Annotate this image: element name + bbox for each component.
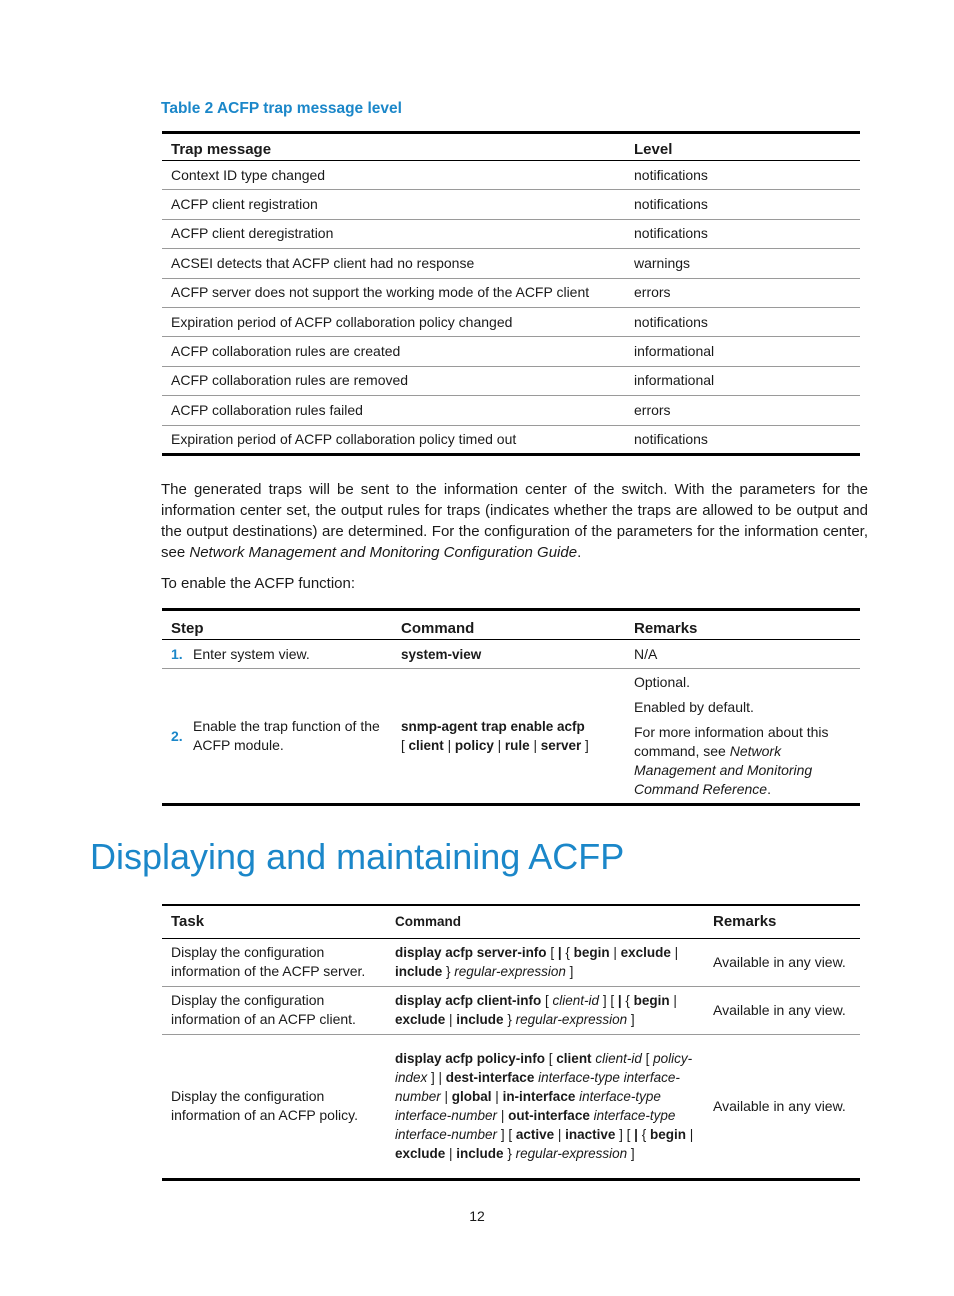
guide-reference: Network Management and Monitoring Configuration Guide	[189, 544, 578, 561]
trap-level-cell: warnings	[625, 249, 860, 278]
table-row	[162, 307, 860, 336]
table-row	[162, 1034, 860, 1179]
trap-level-cell: errors	[625, 278, 860, 307]
trap-level-cell: informational	[625, 337, 860, 366]
step-number: 2.	[171, 727, 183, 744]
trap-message-cell: Context ID type changed	[162, 161, 625, 190]
table-row	[162, 249, 860, 278]
trap-message-cell: ACSEI detects that ACFP client had no response	[162, 249, 625, 278]
table-row	[162, 986, 860, 1034]
column-header: Level	[625, 133, 860, 161]
trap-message-cell: ACFP server does not support the working mode of the ACFP client	[162, 278, 625, 307]
table-row	[162, 640, 860, 669]
trap-level-cell: informational	[625, 366, 860, 395]
trap-message-cell: ACFP collaboration rules are removed	[162, 366, 625, 395]
column-header: Trap message	[162, 133, 625, 161]
step-description: Enable the trap function of the ACFP module.	[193, 718, 380, 753]
command-cell: display acfp policy-info [ client client-id [ policy-index ] | dest-interface interface-type interface-number | global | in-interface interface-type interface-number | out-interface interface-type interface-number ] [ active | inactive ] [ | { begin | exclude | include } regular-expression ]	[395, 1051, 694, 1161]
table-row	[162, 219, 860, 248]
trap-level-cell: errors	[625, 396, 860, 425]
body-paragraph: The generated traps will be sent to the information center of the switch. With the parameters for the information center set, the output rules for traps (indicates whether the traps are allowed to be output and the output destinations) are determined. For the configuration of the parameters for the information center, see Network Management and Monitoring Configuration Guide.	[161, 481, 868, 561]
column-header: Remarks	[625, 610, 860, 640]
column-header: Step	[162, 610, 392, 640]
trap-level-cell: notifications	[625, 307, 860, 336]
trap-level-cell: notifications	[625, 219, 860, 248]
section-heading: Displaying and maintaining ACFP	[90, 836, 625, 877]
trap-message-cell: ACFP collaboration rules are created	[162, 337, 625, 366]
task-cell: Display the configuration information of an ACFP policy.	[171, 1088, 359, 1123]
command-cell: snmp-agent trap enable acfp [ client | policy | rule | server ]	[401, 719, 589, 753]
trap-message-cell: ACFP collaboration rules failed	[162, 396, 625, 425]
config-steps-table	[162, 608, 860, 806]
page-number: 12	[469, 1208, 485, 1224]
table-row	[162, 337, 860, 366]
table-row	[162, 161, 860, 190]
command-cell: display acfp client-info [ client-id ] [ | { begin | exclude | include } regular-expression ]	[386, 986, 704, 1034]
intro-paragraph: To enable the ACFP function:	[161, 575, 356, 592]
table-row	[162, 396, 860, 425]
trap-message-cell: ACFP client deregistration	[162, 219, 625, 248]
table-row	[162, 278, 860, 307]
column-header: Remarks	[704, 905, 860, 938]
trap-message-cell: Expiration period of ACFP collaboration policy timed out	[171, 430, 517, 447]
table-row	[162, 425, 860, 454]
table-row	[162, 366, 860, 395]
remarks-cell: Available in any view.	[704, 938, 860, 986]
column-header: Command	[386, 905, 704, 938]
step-number: 1.	[162, 640, 183, 669]
remarks-cell: Available in any view.	[704, 986, 860, 1034]
table-row	[162, 669, 860, 805]
task-cell: Display the configuration information of an ACFP client.	[162, 986, 386, 1034]
display-commands-table	[162, 904, 860, 1181]
command-cell: display acfp server-info [ | { begin | exclude | include } regular-expression ]	[386, 938, 704, 986]
trap-level-cell: notifications	[625, 161, 860, 190]
column-header: Command	[392, 610, 625, 640]
table-header-row	[162, 133, 860, 161]
trap-level-cell: notifications	[634, 430, 708, 447]
trap-level-table	[162, 131, 860, 456]
table-row	[162, 938, 860, 986]
table-caption: Table 2 ACFP trap message level	[161, 100, 402, 117]
table-row	[162, 190, 860, 219]
command-cell: system-view	[392, 640, 625, 669]
trap-message-cell: Expiration period of ACFP collaboration policy changed	[162, 307, 625, 336]
trap-level-cell: notifications	[625, 190, 860, 219]
trap-message-cell: ACFP client registration	[162, 190, 625, 219]
remarks-cell: Available in any view.	[713, 1097, 846, 1114]
step-description: Enter system view.	[183, 640, 392, 669]
column-header: Task	[162, 905, 386, 938]
remarks-cell: N/A	[625, 640, 860, 669]
table-header-row	[162, 905, 860, 938]
command-reference: Network Management and Monitoring Command Reference	[634, 743, 813, 797]
table-header-row	[162, 610, 860, 640]
task-cell: Display the configuration information of the ACFP server.	[162, 938, 386, 986]
remarks-cell: Optional. Enabled by default. For more information about this command, see Network Management and Monitoring Command Reference.	[634, 674, 829, 797]
